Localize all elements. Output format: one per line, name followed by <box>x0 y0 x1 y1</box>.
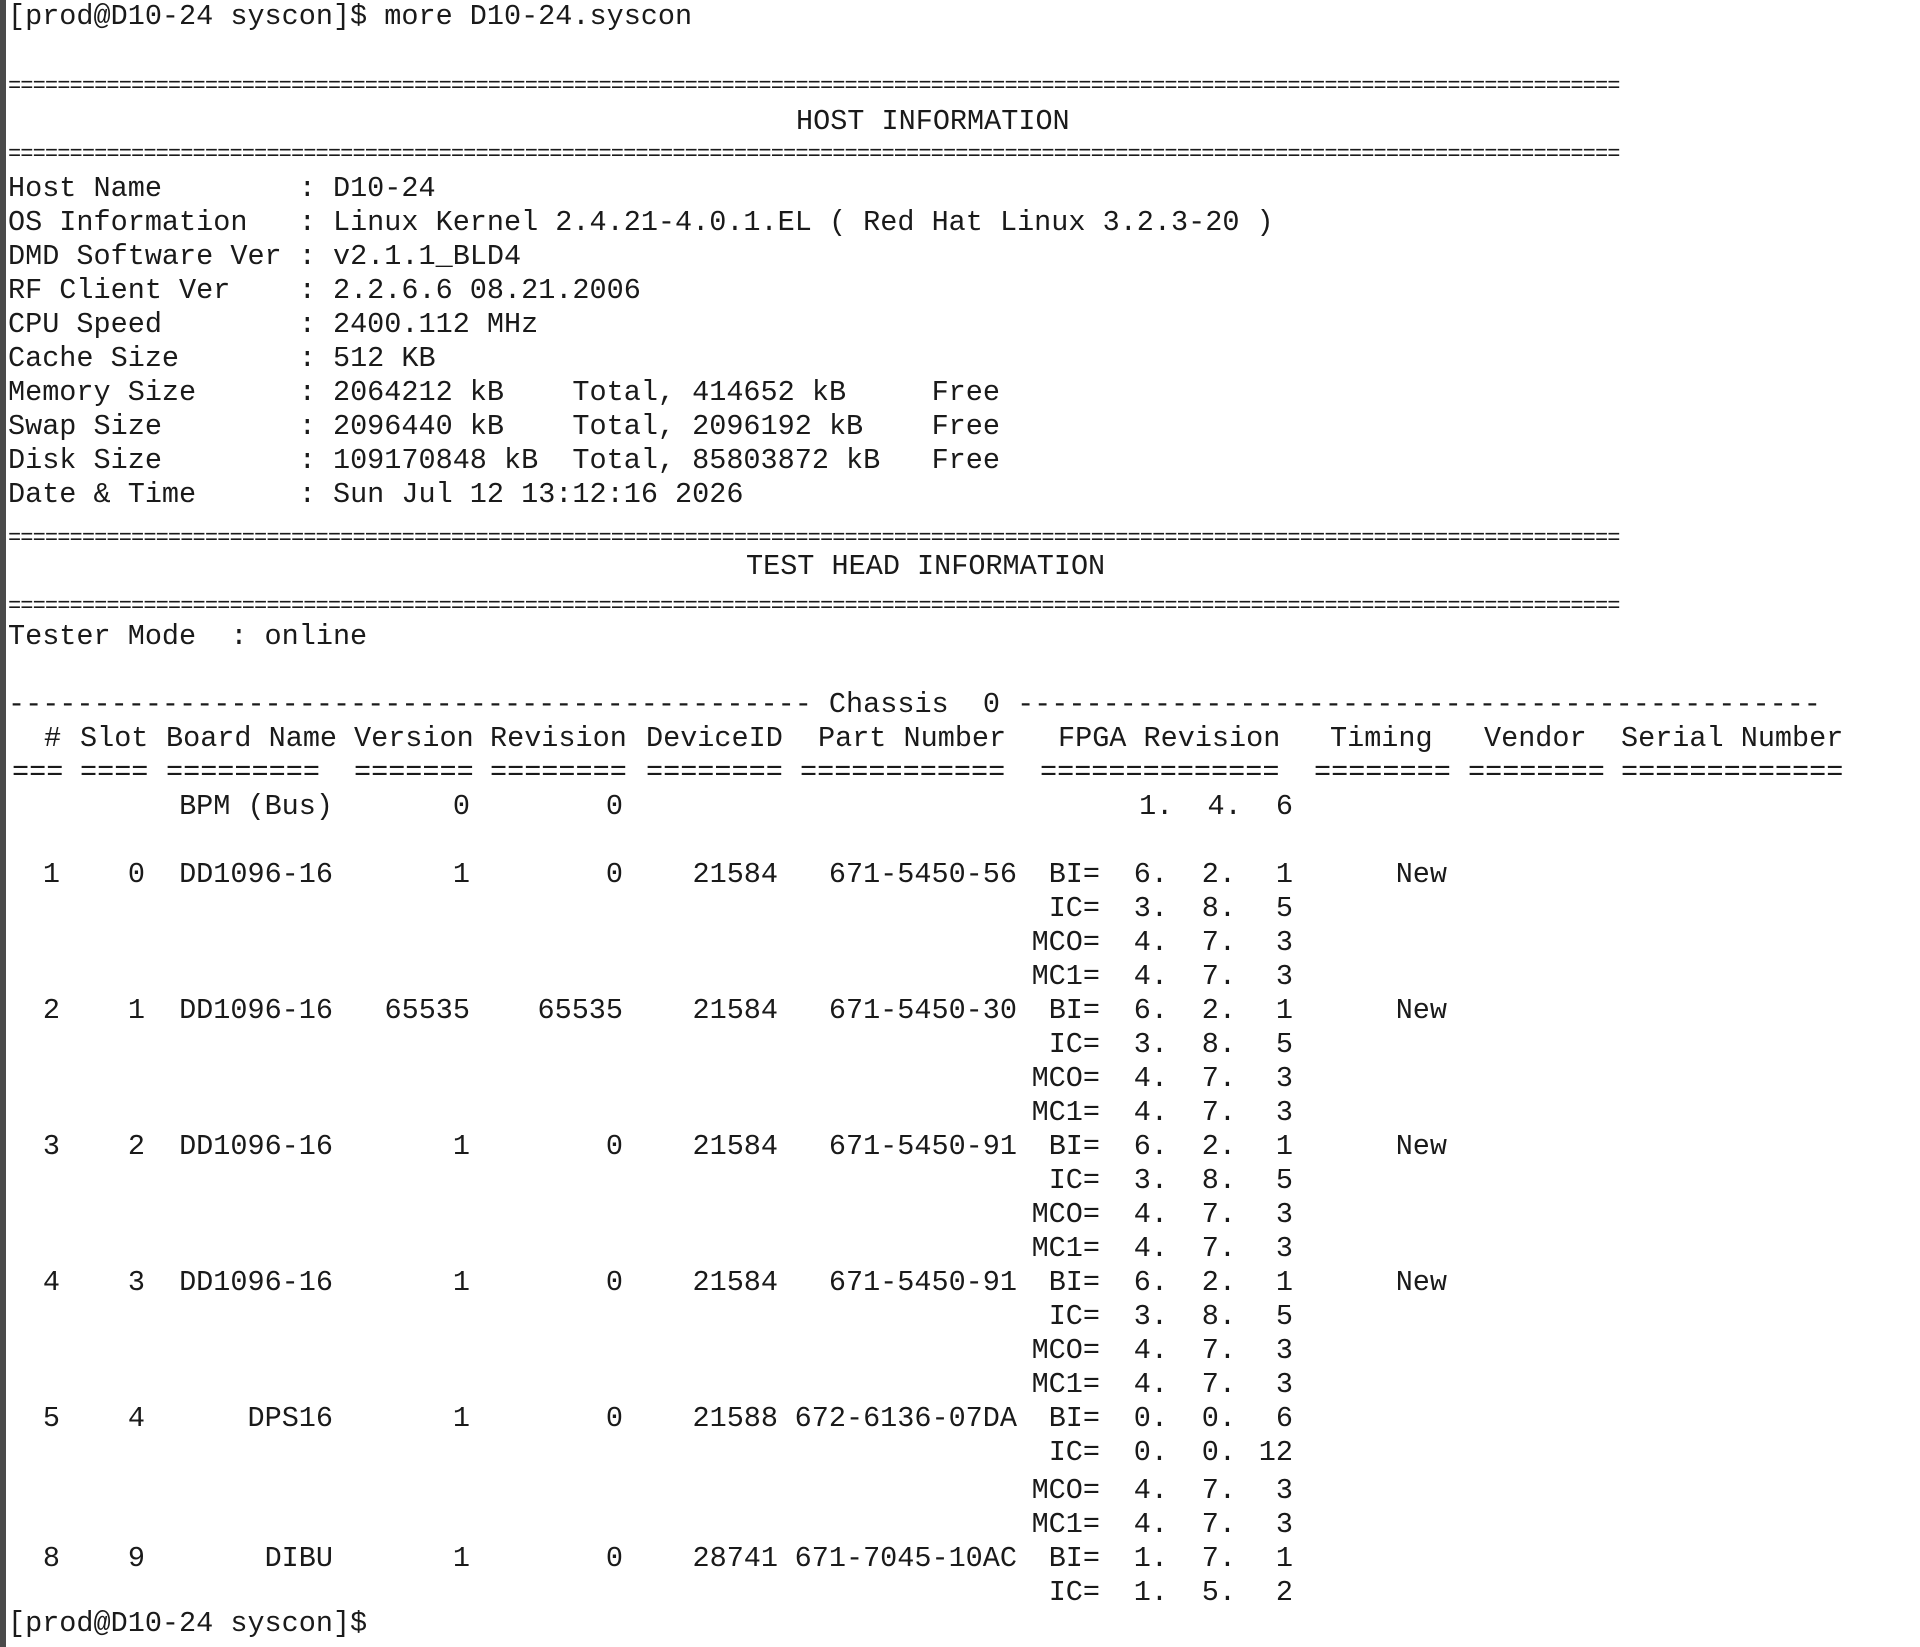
host-info-header: HOST INFORMATION <box>796 105 1070 138</box>
fpga-minor: 7. <box>1201 1474 1236 1507</box>
fpga-major: 6. <box>1133 1266 1168 1299</box>
host-info-value: 2400.112 MHz <box>332 308 539 341</box>
host-info-row: Date & Time : Sun Jul 12 13:12:16 2026 <box>8 478 744 511</box>
fpga-build: 3 <box>1275 926 1293 959</box>
fpga-major: 0. <box>1133 1402 1168 1435</box>
fpga-minor: 7. <box>1201 1508 1236 1541</box>
fpga-minor: 0. <box>1201 1436 1236 1469</box>
fpga-label: MC1= <box>1031 1096 1100 1129</box>
tester-mode: Tester Mode : online <box>8 620 368 653</box>
row-timing: New <box>1395 994 1447 1027</box>
row-part-number: 671-5450-91 <box>828 1130 1017 1163</box>
row-slot: 2 <box>127 1130 145 1163</box>
fpga-label: IC= <box>1048 1164 1100 1197</box>
row-number: 5 <box>42 1402 60 1435</box>
column-rule: ======== <box>646 756 783 789</box>
test-head-header: TEST HEAD INFORMATION <box>746 550 1106 583</box>
fpga-label: MCO= <box>1031 1198 1100 1231</box>
row-revision: 65535 <box>537 994 623 1027</box>
host-info-label: Disk Size <box>8 444 299 477</box>
host-info-value: D10-24 <box>332 172 436 205</box>
bpm-fpga-revision: 1. 4. 6 <box>1139 790 1293 823</box>
row-version: 1 <box>452 1266 470 1299</box>
command-prompt: [prod@D10-24 syscon]$ more D10-24.syscon <box>8 0 693 33</box>
fpga-minor: 7. <box>1201 1232 1236 1265</box>
host-info-value: 2.2.6.6 08.21.2006 <box>332 274 641 307</box>
row-number: 1 <box>42 858 60 891</box>
fpga-label: BI= <box>1048 1542 1100 1575</box>
fpga-label: MCO= <box>1031 1334 1100 1367</box>
fpga-major: 6. <box>1133 858 1168 891</box>
separator: =================================================================================================================================== <box>8 594 1620 619</box>
host-info-label: RF Client Ver <box>8 274 299 307</box>
column-header: Vendor <box>1484 722 1587 755</box>
row-revision: 0 <box>605 858 623 891</box>
fpga-major: 3. <box>1133 892 1168 925</box>
fpga-build: 3 <box>1275 1198 1293 1231</box>
fpga-label: MCO= <box>1031 1062 1100 1095</box>
row-revision: 0 <box>605 1266 623 1299</box>
row-device-id: 21584 <box>692 1266 778 1299</box>
fpga-minor: 7. <box>1201 960 1236 993</box>
fpga-label: IC= <box>1048 1576 1100 1609</box>
column-rule: ============= <box>1621 756 1844 789</box>
final-prompt[interactable]: [prod@D10-24 syscon]$ <box>8 1607 368 1640</box>
row-number: 2 <box>42 994 60 1027</box>
column-rule: ==== <box>80 756 149 789</box>
chassis-line: ----------------------------------------------- Chassis 0 ----------------------------------------------- <box>8 688 1821 721</box>
row-version: 1 <box>452 858 470 891</box>
fpga-major: 0. <box>1133 1436 1168 1469</box>
fpga-build: 1 <box>1275 1266 1293 1299</box>
fpga-build: 3 <box>1275 1474 1293 1507</box>
row-timing: New <box>1395 858 1447 891</box>
fpga-minor: 0. <box>1201 1402 1236 1435</box>
host-info-label: Swap Size <box>8 410 299 443</box>
column-header: Slot <box>80 722 149 755</box>
host-info-row: Disk Size : 109170848 kB Total, 85803872 kB Free <box>8 444 1000 477</box>
row-board-name: DD1096-16 <box>179 1266 333 1299</box>
row-timing: New <box>1395 1266 1447 1299</box>
host-info-label: DMD Software Ver <box>8 240 299 273</box>
fpga-build: 3 <box>1275 1368 1293 1401</box>
row-version: 1 <box>452 1130 470 1163</box>
row-device-id: 28741 <box>692 1542 778 1575</box>
host-info-label: Date & Time <box>8 478 299 511</box>
fpga-build: 5 <box>1275 1164 1293 1197</box>
bpm-version: 0 <box>452 790 470 823</box>
fpga-label: BI= <box>1048 858 1100 891</box>
row-board-name: DD1096-16 <box>179 1130 333 1163</box>
fpga-label: MC1= <box>1031 1508 1100 1541</box>
fpga-minor: 5. <box>1201 1576 1236 1609</box>
row-slot: 0 <box>127 858 145 891</box>
row-board-name: DPS16 <box>247 1402 333 1435</box>
host-info-row: CPU Speed : 2400.112 MHz <box>8 308 539 341</box>
fpga-build: 6 <box>1275 1402 1293 1435</box>
row-part-number: 672-6136-07DA <box>794 1402 1017 1435</box>
column-rule: ======= <box>354 756 474 789</box>
host-info-value: v2.1.1_BLD4 <box>332 240 522 273</box>
row-number: 4 <box>42 1266 60 1299</box>
row-part-number: 671-5450-56 <box>828 858 1017 891</box>
separator: =================================================================================================================================== <box>8 526 1620 551</box>
host-info-value: 2096440 kB Total, 2096192 kB Free <box>332 410 1000 443</box>
fpga-build: 3 <box>1275 1334 1293 1367</box>
fpga-major: 3. <box>1133 1164 1168 1197</box>
fpga-major: 3. <box>1133 1300 1168 1333</box>
separator: =================================================================================================================================== <box>8 74 1620 99</box>
column-header: Revision <box>490 722 627 755</box>
fpga-major: 4. <box>1133 1096 1168 1129</box>
host-info-row: Swap Size : 2096440 kB Total, 2096192 kB Free <box>8 410 1000 443</box>
column-rule: ============ <box>800 756 1006 789</box>
column-header: Timing <box>1330 722 1433 755</box>
fpga-build: 1 <box>1275 858 1293 891</box>
fpga-build: 3 <box>1275 1096 1293 1129</box>
fpga-major: 1. <box>1133 1542 1168 1575</box>
host-info-value: 109170848 kB Total, 85803872 kB Free <box>332 444 1000 477</box>
fpga-label: BI= <box>1048 1402 1100 1435</box>
row-version: 1 <box>452 1402 470 1435</box>
column-header: FPGA Revision <box>1058 722 1281 755</box>
fpga-major: 4. <box>1133 1232 1168 1265</box>
fpga-build: 2 <box>1275 1576 1293 1609</box>
fpga-major: 4. <box>1133 1062 1168 1095</box>
fpga-major: 4. <box>1133 1508 1168 1541</box>
fpga-build: 5 <box>1275 1300 1293 1333</box>
row-device-id: 21584 <box>692 994 778 1027</box>
fpga-major: 4. <box>1133 1334 1168 1367</box>
fpga-minor: 2. <box>1201 858 1236 891</box>
fpga-label: BI= <box>1048 994 1100 1027</box>
host-info-row: Host Name : D10-24 <box>8 172 436 205</box>
row-slot: 9 <box>127 1542 145 1575</box>
row-part-number: 671-5450-91 <box>828 1266 1017 1299</box>
host-info-label: Host Name <box>8 172 299 205</box>
column-header: Part Number <box>818 722 1007 755</box>
fpga-major: 1. <box>1133 1576 1168 1609</box>
fpga-minor: 8. <box>1201 1028 1236 1061</box>
fpga-major: 4. <box>1133 926 1168 959</box>
fpga-build: 12 <box>1258 1436 1293 1469</box>
host-info-row: DMD Software Ver : v2.1.1_BLD4 <box>8 240 522 273</box>
row-revision: 0 <box>605 1542 623 1575</box>
row-revision: 0 <box>605 1402 623 1435</box>
fpga-minor: 2. <box>1201 994 1236 1027</box>
row-board-name: DD1096-16 <box>179 858 333 891</box>
fpga-minor: 2. <box>1201 1266 1236 1299</box>
fpga-build: 3 <box>1275 1508 1293 1541</box>
column-header: Serial Number <box>1621 722 1844 755</box>
fpga-major: 3. <box>1133 1028 1168 1061</box>
fpga-label: IC= <box>1048 1436 1100 1469</box>
fpga-build: 3 <box>1275 1062 1293 1095</box>
column-header: # <box>44 722 62 755</box>
column-header: Version <box>354 722 474 755</box>
fpga-label: MCO= <box>1031 1474 1100 1507</box>
fpga-label: IC= <box>1048 892 1100 925</box>
host-info-value: 512 KB <box>332 342 436 375</box>
host-info-value: 2064212 kB Total, 414652 kB Free <box>332 376 1000 409</box>
row-number: 3 <box>42 1130 60 1163</box>
fpga-label: IC= <box>1048 1300 1100 1333</box>
column-rule: ======== <box>1314 756 1451 789</box>
column-rule: === <box>12 756 64 789</box>
fpga-minor: 7. <box>1201 926 1236 959</box>
host-info-row: OS Information : Linux Kernel 2.4.21-4.0.1.EL ( Red Hat Linux 3.2.3-20 ) <box>8 206 1274 239</box>
host-info-label: Memory Size <box>8 376 299 409</box>
fpga-label: MCO= <box>1031 926 1100 959</box>
host-info-label: OS Information <box>8 206 299 239</box>
row-revision: 0 <box>605 1130 623 1163</box>
fpga-minor: 7. <box>1201 1368 1236 1401</box>
fpga-minor: 8. <box>1201 1300 1236 1333</box>
fpga-minor: 7. <box>1201 1062 1236 1095</box>
row-board-name: DIBU <box>264 1542 333 1575</box>
fpga-minor: 7. <box>1201 1334 1236 1367</box>
row-device-id: 21584 <box>692 858 778 891</box>
fpga-build: 3 <box>1275 960 1293 993</box>
row-number: 8 <box>42 1542 60 1575</box>
fpga-major: 6. <box>1133 1130 1168 1163</box>
host-info-value: Linux Kernel 2.4.21-4.0.1.EL ( Red Hat Linux 3.2.3-20 ) <box>332 206 1274 239</box>
fpga-build: 3 <box>1275 1232 1293 1265</box>
fpga-major: 6. <box>1133 994 1168 1027</box>
row-version: 1 <box>452 1542 470 1575</box>
column-rule: ========= <box>166 756 320 789</box>
fpga-label: BI= <box>1048 1130 1100 1163</box>
host-info-value: Sun Jul 12 13:12:16 2026 <box>332 478 744 511</box>
column-rule: ======== <box>490 756 627 789</box>
column-rule: ======== <box>1468 756 1605 789</box>
fpga-major: 4. <box>1133 1368 1168 1401</box>
fpga-label: MC1= <box>1031 1368 1100 1401</box>
fpga-label: MC1= <box>1031 1232 1100 1265</box>
fpga-major: 4. <box>1133 1474 1168 1507</box>
row-slot: 3 <box>127 1266 145 1299</box>
bpm-revision: 0 <box>605 790 623 823</box>
fpga-label: IC= <box>1048 1028 1100 1061</box>
column-rule: ============== <box>1040 756 1280 789</box>
row-device-id: 21588 <box>692 1402 778 1435</box>
fpga-build: 5 <box>1275 892 1293 925</box>
fpga-build: 1 <box>1275 994 1293 1027</box>
row-part-number: 671-7045-10AC <box>794 1542 1017 1575</box>
fpga-label: MC1= <box>1031 960 1100 993</box>
row-timing: New <box>1395 1130 1447 1163</box>
fpga-major: 4. <box>1133 1198 1168 1231</box>
fpga-major: 4. <box>1133 960 1168 993</box>
row-device-id: 21584 <box>692 1130 778 1163</box>
host-info-row: Memory Size : 2064212 kB Total, 414652 kB Free <box>8 376 1000 409</box>
fpga-build: 5 <box>1275 1028 1293 1061</box>
fpga-minor: 7. <box>1201 1198 1236 1231</box>
host-info-label: CPU Speed <box>8 308 299 341</box>
row-board-name: DD1096-16 <box>179 994 333 1027</box>
row-version: 65535 <box>384 994 470 1027</box>
host-info-row: RF Client Ver : 2.2.6.6 08.21.2006 <box>8 274 641 307</box>
fpga-minor: 7. <box>1201 1542 1236 1575</box>
column-header: DeviceID <box>646 722 783 755</box>
column-header: Board Name <box>166 722 338 755</box>
fpga-label: BI= <box>1048 1266 1100 1299</box>
host-info-label: Cache Size <box>8 342 299 375</box>
row-slot: 4 <box>127 1402 145 1435</box>
row-slot: 1 <box>127 994 145 1027</box>
fpga-build: 1 <box>1275 1542 1293 1575</box>
bpm-board-name: BPM (Bus) <box>179 790 333 823</box>
fpga-minor: 7. <box>1201 1096 1236 1129</box>
fpga-minor: 8. <box>1201 892 1236 925</box>
fpga-minor: 2. <box>1201 1130 1236 1163</box>
fpga-build: 1 <box>1275 1130 1293 1163</box>
row-part-number: 671-5450-30 <box>828 994 1017 1027</box>
separator: =================================================================================================================================== <box>8 142 1620 167</box>
fpga-minor: 8. <box>1201 1164 1236 1197</box>
host-info-row: Cache Size : 512 KB <box>8 342 436 375</box>
